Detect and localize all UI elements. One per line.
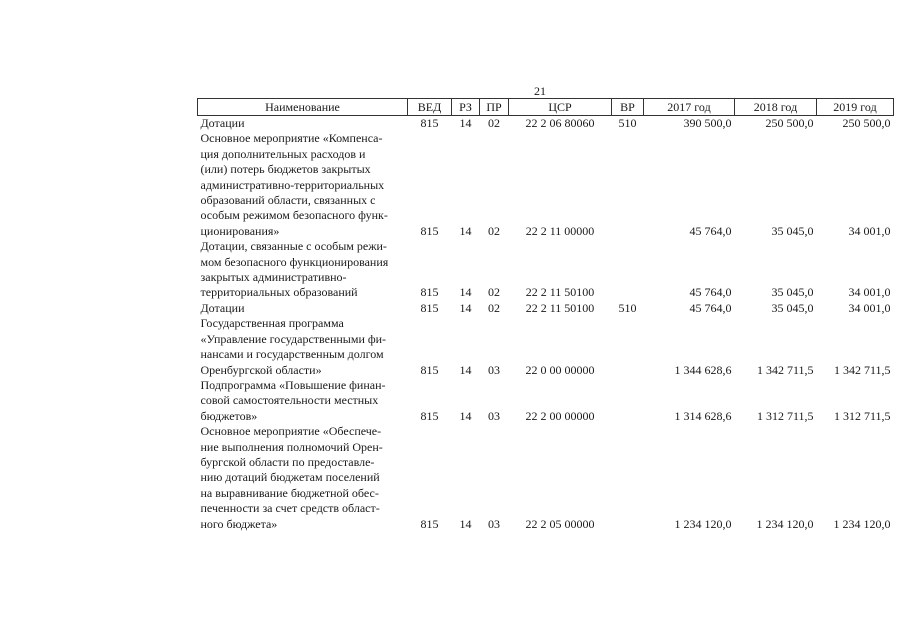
cell-rz: 14 (459, 300, 472, 315)
name-line: административно-территориальных (200, 177, 385, 192)
cell-pr: 02 (488, 116, 500, 130)
cell-rz: 14 (459, 116, 472, 130)
header-2019: 2019 год (817, 99, 894, 116)
name-line: ционирования» (200, 223, 280, 238)
header-2017: 2017 год (644, 99, 735, 116)
cell-rz: 14 (459, 362, 472, 377)
header-csr: ЦСР (509, 99, 612, 116)
name-line: ние выполнения полномочий Орен- (200, 439, 383, 454)
cell-2017: 45 764,0 (689, 223, 732, 238)
name-line: мом безопасного функционирования (200, 254, 389, 269)
cell-csr: 22 2 05 00000 (525, 516, 595, 531)
cell-name (198, 301, 408, 316)
cell-csr: 22 2 11 00000 (525, 223, 595, 238)
cell-2018: 1 234 120,0 (756, 516, 814, 531)
header-vr: ВР (612, 99, 644, 116)
cell-2018: 35 045,0 (771, 223, 814, 238)
cell-pr: 03 (488, 516, 500, 531)
name-line: (или) потерь бюджетов закрытых (200, 162, 371, 177)
cell-vr (612, 424, 644, 532)
cell-2019: 34 001,0 (848, 300, 891, 315)
table-header-row (198, 99, 894, 116)
name-line: бургской области по предоставле- (200, 454, 375, 469)
name-line: совой самостоятельности местных (200, 393, 379, 408)
cell-csr: 22 2 11 50100 (525, 285, 595, 300)
cell-csr: 22 0 00 00000 (525, 362, 595, 377)
table-row (198, 131, 894, 239)
name-line: Дотации (200, 300, 245, 315)
name-line: нию дотаций бюджетам поселений (200, 470, 380, 485)
name-line: Государственная программа (200, 316, 344, 331)
name-line: закрытых административно- (200, 270, 347, 285)
cell-2017: 45 764,0 (689, 300, 732, 315)
cell-vr (612, 239, 644, 301)
name-line: Оренбургской области» (200, 362, 322, 377)
cell-2019: 34 001,0 (848, 223, 891, 238)
budget-table (197, 98, 894, 532)
table-row (198, 378, 894, 424)
cell-ved: 815 (420, 223, 439, 238)
cell-rz: 14 (459, 285, 472, 300)
cell-pr: 03 (488, 408, 500, 423)
name-line: Основное мероприятие «Компенса- (200, 131, 383, 146)
name-line: образований области, связанных с (200, 193, 376, 208)
header-pr: ПР (480, 99, 509, 116)
table-row (198, 316, 894, 378)
cell-vr: 510 (618, 116, 637, 130)
cell-pr: 02 (488, 223, 500, 238)
cell-name (198, 378, 408, 424)
table-row (198, 424, 894, 532)
table-body (198, 116, 894, 532)
cell-name (198, 116, 408, 132)
cell-ved: 815 (420, 116, 439, 130)
name-line: территориальных образований (200, 285, 358, 300)
cell-name (198, 424, 408, 532)
cell-csr: 22 2 00 00000 (525, 408, 595, 423)
cell-2017: 1 234 120,0 (674, 516, 732, 531)
cell-2018: 250 500,0 (765, 116, 814, 130)
table-row (198, 239, 894, 301)
name-line: Дотации, связанные с особым режи- (200, 239, 387, 254)
name-line: Подпрограмма «Повышение финан- (200, 377, 386, 392)
name-line: ного бюджета» (200, 516, 278, 531)
table-row (198, 301, 894, 316)
cell-vr (612, 378, 644, 424)
cell-2018: 35 045,0 (771, 300, 814, 315)
cell-ved: 815 (420, 408, 439, 423)
cell-name (198, 316, 408, 378)
cell-2019: 250 500,0 (842, 116, 891, 130)
cell-2019: 1 342 711,5 (833, 362, 891, 377)
cell-2019: 1 312 711,5 (833, 408, 891, 423)
cell-rz: 14 (459, 223, 472, 238)
name-line: печенности за счет средств област- (200, 501, 380, 516)
cell-vr (612, 316, 644, 378)
cell-pr: 02 (488, 300, 500, 315)
cell-ved: 815 (420, 362, 439, 377)
name-line: особым режимом безопасного функ- (200, 208, 388, 223)
cell-pr: 02 (488, 285, 500, 300)
name-line: Дотации (200, 116, 245, 130)
cell-2019: 1 234 120,0 (833, 516, 891, 531)
table-row (198, 116, 894, 132)
name-line: бюджетов» (200, 408, 258, 423)
cell-2018: 1 342 711,5 (756, 362, 814, 377)
cell-2018: 35 045,0 (771, 285, 814, 300)
name-line: нансами и государственным долгом (200, 347, 384, 362)
cell-csr: 22 2 06 80060 (525, 116, 595, 130)
cell-csr: 22 2 11 50100 (525, 300, 595, 315)
cell-2017: 390 500,0 (683, 116, 732, 130)
cell-2018: 1 312 711,5 (756, 408, 814, 423)
name-line: «Управление государственными фи- (200, 331, 387, 346)
cell-rz: 14 (459, 516, 472, 531)
cell-ved: 815 (420, 300, 439, 315)
cell-rz: 14 (459, 408, 472, 423)
cell-2019: 34 001,0 (848, 285, 891, 300)
cell-ved: 815 (420, 285, 439, 300)
cell-2017: 45 764,0 (689, 285, 732, 300)
name-line: на выравнивание бюджетной обес- (200, 485, 379, 500)
cell-ved: 815 (420, 516, 439, 531)
cell-2017: 1 314 628,6 (674, 408, 732, 423)
cell-pr: 03 (488, 362, 500, 377)
cell-2017: 1 344 628,6 (674, 362, 732, 377)
header-name: Наименование (198, 99, 408, 116)
name-line: ция дополнительных расходов и (200, 146, 366, 161)
cell-vr (612, 131, 644, 239)
page-number: 21 (534, 84, 546, 98)
header-ved: ВЕД (408, 99, 452, 116)
name-line: Основное мероприятие «Обеспече- (200, 424, 382, 439)
cell-vr: 510 (618, 300, 637, 315)
cell-name (198, 239, 408, 301)
cell-name (198, 131, 408, 239)
header-2018: 2018 год (735, 99, 817, 116)
header-rz: РЗ (452, 99, 480, 116)
